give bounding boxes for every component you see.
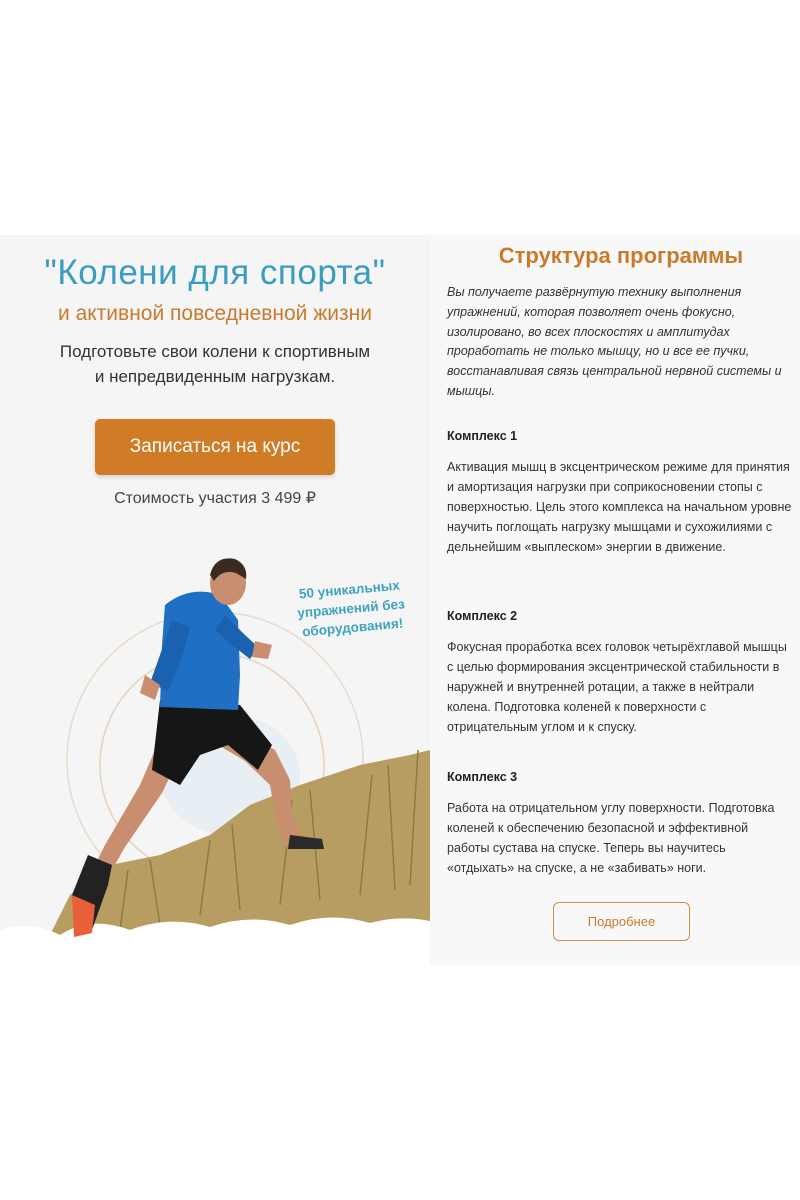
hero-subtitle: и активной повседневной жизни [58,302,372,325]
complex-1-title: Комплекс 1 [447,429,518,443]
badge-line: упражнений без [296,596,406,621]
badge-line: 50 уникальных [298,577,401,602]
hero-panel [0,235,430,965]
exercises-badge [280,574,422,643]
complex-3-title: Комплекс 3 [447,770,518,784]
enroll-button[interactable]: Записаться на курс [95,419,335,475]
program-intro: Вы получаете развёрнутую технику выполнения упражнений, которая позволяет очень фокусно, изолировано, во всех плоскостях и амплитудах проработать не только мышцу, но и все ее пучки, восстанавливая связь центральной нервной системы и мышцы. [447,285,782,398]
complex-2-text: Фокусная проработка всех головок четырёхглавой мышцы с целью формирования эксцентрической стабильности в наружней и внутренней ротации, а также в нейтрали колена. Подготовка коленей к поверхности с отрицательным углом и к спуску. [447,640,787,734]
program-panel [430,235,800,965]
program-title: Структура программы [498,243,744,268]
hero-description [0,339,430,389]
complex-3-text: Работа на отрицательном углу поверхности. Подготовка коленей к обеспечению безопасной и эффективной работы сустава на спуске. Теперь вы научитесь «отдыхать» на спуске, а не «забивать» ноги. [447,801,775,875]
hero-title: "Колени для спорта" [44,253,386,292]
badge-line: оборудования! [301,615,404,640]
course-banner [0,235,800,965]
complex-1-text: Активация мышц в эксцентрическом режиме для принятия и амортизация нагрузки при соприкосновении стопы с поверхностью. Цель этого комплекса на начальном уровне научить поглощать нагрузку мышцами и сухожилиями с дельнейшим «выплеском» энергии в движение. [447,460,792,554]
complex-2-title: Комплекс 2 [447,609,518,623]
hero-description-line: и непредвиденным нагрузкам. [94,367,336,386]
more-button[interactable]: Подробнее [553,902,690,941]
hero-description-line: Подготовьте свои колени к спортивным [59,342,371,361]
price-label: Стоимость участия 3 499 ₽ [114,490,316,507]
